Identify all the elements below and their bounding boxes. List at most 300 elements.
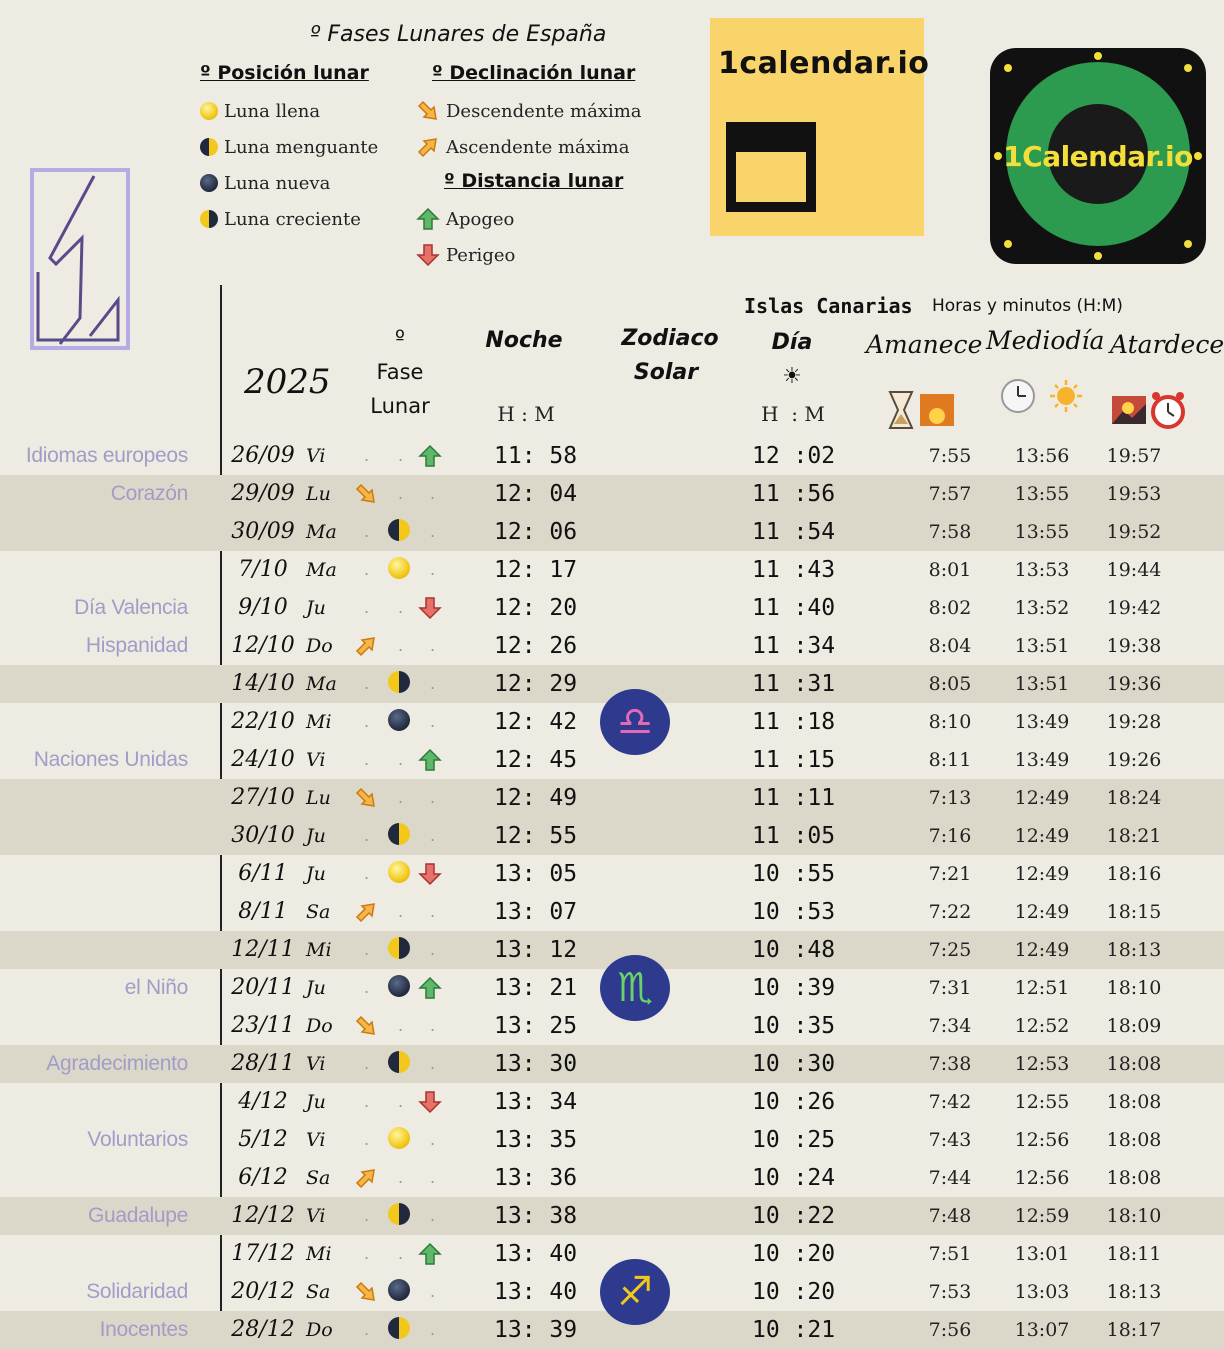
weekday-cell: Vi <box>306 1129 326 1151</box>
date-cell: 22/10 <box>231 709 295 734</box>
day-duration: 10 :30 <box>752 1051 836 1077</box>
noon-time: 13:49 <box>1014 711 1070 733</box>
empty-slot: . <box>430 636 436 655</box>
libra-icon <box>600 689 670 755</box>
sunrise-time: 7:58 <box>928 521 972 543</box>
date-cell: 20/12 <box>231 1279 295 1304</box>
event-name <box>0 931 188 969</box>
noon-time: 13:49 <box>1014 749 1070 771</box>
date-cell: 5/12 <box>238 1127 288 1152</box>
table-row <box>0 893 1224 931</box>
empty-slot: . <box>364 864 370 883</box>
event-name: el Niño <box>124 976 188 999</box>
arrow-up-right-icon <box>354 634 378 658</box>
arrow-up-right-icon <box>354 1166 378 1190</box>
full-moon-icon <box>388 557 412 581</box>
noon-time: 12:49 <box>1014 825 1070 847</box>
empty-slot: . <box>364 1244 370 1263</box>
arrow-up-right-icon <box>354 900 378 924</box>
waxing-moon-icon <box>388 1203 412 1227</box>
legend-label: Luna nueva <box>224 172 331 194</box>
sunset-time: 18:13 <box>1106 1281 1162 1303</box>
weekday-cell: Vi <box>306 1053 326 1075</box>
sunset-time: 19:36 <box>1106 673 1162 695</box>
sunrise-time: 7:34 <box>928 1015 972 1037</box>
date-cell: 12/12 <box>231 1203 295 1228</box>
noon-time: 12:56 <box>1014 1167 1070 1189</box>
waning-moon-icon <box>388 519 412 543</box>
sunrise-time: 8:01 <box>928 559 972 581</box>
empty-slot: . <box>430 1016 436 1035</box>
phase-header-deg: º <box>395 326 405 350</box>
legend-new-moon <box>200 171 330 195</box>
emblem-icon <box>30 168 130 350</box>
sunset-time: 18:10 <box>1106 977 1162 999</box>
empty-slot: . <box>430 1054 436 1073</box>
noon-time: 13:52 <box>1014 597 1070 619</box>
date-cell: 6/11 <box>238 861 288 886</box>
event-name <box>0 893 188 931</box>
date-cell: 28/11 <box>231 1051 295 1076</box>
night-duration: 13: 34 <box>494 1089 578 1115</box>
sun-icon: ☀ <box>782 364 802 389</box>
night-duration: 12: 26 <box>494 633 578 659</box>
sunset-time: 18:16 <box>1106 863 1162 885</box>
table-row <box>0 1159 1224 1197</box>
event-name <box>0 817 188 855</box>
table-row <box>0 817 1224 855</box>
legend-perigee <box>416 243 515 267</box>
weekday-cell: Ma <box>306 673 337 695</box>
day-duration: 10 :22 <box>752 1203 836 1229</box>
sunrise-time: 7:38 <box>928 1053 972 1075</box>
new-moon-icon <box>388 709 412 733</box>
table-row <box>0 1121 1224 1159</box>
night-duration: 12: 29 <box>494 671 578 697</box>
sunrise-time: 7:25 <box>928 939 972 961</box>
date-cell: 23/11 <box>231 1013 295 1038</box>
event-name: Hispanidad <box>85 634 188 657</box>
sunrise-time: 8:10 <box>928 711 972 733</box>
legend-ascending <box>416 135 629 159</box>
sunrise-time: 7:43 <box>928 1129 972 1151</box>
new-moon-icon <box>200 174 218 192</box>
sunset-time: 19:38 <box>1106 635 1162 657</box>
day-duration: 10 :53 <box>752 899 836 925</box>
sunset-time: 18:21 <box>1106 825 1162 847</box>
date-cell: 27/10 <box>231 785 295 810</box>
night-header: Noche <box>485 328 563 353</box>
event-name: Voluntarios <box>87 1128 188 1151</box>
arrow-up-green-icon <box>418 748 442 772</box>
arrow-up-green-icon <box>416 207 440 231</box>
new-moon-icon <box>388 1279 412 1303</box>
sunrise-time: 7:55 <box>928 445 972 467</box>
date-cell: 6/12 <box>238 1165 288 1190</box>
day-duration: 10 :24 <box>752 1165 836 1191</box>
date-cell: 17/12 <box>231 1241 295 1266</box>
legend-waxing-moon <box>200 207 361 231</box>
date-cell: 30/10 <box>231 823 295 848</box>
year-label: 2025 <box>244 362 331 402</box>
noon-time: 12:49 <box>1014 901 1070 923</box>
date-cell: 26/09 <box>231 443 295 468</box>
day-hm-header: H : M <box>761 402 825 426</box>
legend-apogee <box>416 207 514 231</box>
arrow-down-right-icon <box>354 1014 378 1038</box>
day-duration: 10 :25 <box>752 1127 836 1153</box>
night-duration: 13: 38 <box>494 1203 578 1229</box>
empty-slot: . <box>430 674 436 693</box>
empty-slot: . <box>398 636 404 655</box>
noon-time: 12:59 <box>1014 1205 1070 1227</box>
weekday-cell: Ju <box>306 597 326 619</box>
sunset-alarm-icon <box>1110 390 1190 430</box>
noon-time: 12:53 <box>1014 1053 1070 1075</box>
day-header: Día <box>771 330 813 355</box>
sunset-time: 19:57 <box>1106 445 1162 467</box>
empty-slot: . <box>430 788 436 807</box>
weekday-cell: Do <box>306 1015 333 1037</box>
full-moon-icon <box>200 102 218 120</box>
day-duration: 10 :26 <box>752 1089 836 1115</box>
empty-slot: . <box>364 1054 370 1073</box>
sunrise-time: 8:05 <box>928 673 972 695</box>
weekday-cell: Do <box>306 1319 333 1341</box>
event-name: Agradecimiento <box>46 1052 188 1075</box>
noon-time: 13:01 <box>1014 1243 1070 1265</box>
empty-slot: . <box>430 902 436 921</box>
sunset-time: 18:10 <box>1106 1205 1162 1227</box>
noon-time: 13:51 <box>1014 673 1070 695</box>
night-duration: 13: 25 <box>494 1013 578 1039</box>
weekday-cell: Ju <box>306 825 326 847</box>
sunset-time: 18:09 <box>1106 1015 1162 1037</box>
legend-label: Luna creciente <box>224 208 361 230</box>
sunset-time: 18:24 <box>1106 787 1162 809</box>
night-duration: 13: 39 <box>494 1317 578 1343</box>
sunset-time: 18:15 <box>1106 901 1162 923</box>
empty-slot: . <box>364 674 370 693</box>
logo-text: 1Calendar.io <box>1003 140 1193 173</box>
zodiac-header-1: Zodiaco <box>621 326 719 351</box>
sunrise-time: 7:53 <box>928 1281 972 1303</box>
night-duration: 12: 17 <box>494 557 578 583</box>
noon-time: 13:03 <box>1014 1281 1070 1303</box>
date-cell: 29/09 <box>231 481 295 506</box>
night-duration: 12: 55 <box>494 823 578 849</box>
date-cell: 14/10 <box>231 671 295 696</box>
empty-slot: . <box>364 1206 370 1225</box>
waxing-moon-icon <box>200 210 218 228</box>
1calendar-app-logo[interactable] <box>990 48 1206 264</box>
night-duration: 12: 45 <box>494 747 578 773</box>
night-duration: 13: 12 <box>494 937 578 963</box>
event-name: Solidaridad <box>86 1280 188 1303</box>
empty-slot: . <box>430 1282 436 1301</box>
new-moon-icon <box>388 975 412 999</box>
table-row <box>0 1197 1224 1235</box>
table-row <box>0 1045 1224 1083</box>
sunset-time: 19:42 <box>1106 597 1162 619</box>
legend-descending <box>416 99 642 123</box>
empty-slot: . <box>430 484 436 503</box>
sunset-header: Atardece <box>1110 330 1224 359</box>
waxing-moon-icon <box>388 671 412 695</box>
night-duration: 12: 20 <box>494 595 578 621</box>
day-duration: 11 :56 <box>752 481 836 507</box>
zodiac-glyph: ♏ <box>617 965 653 1011</box>
full-moon-icon <box>388 1127 412 1151</box>
sunset-time: 18:08 <box>1106 1167 1162 1189</box>
legend-label: Luna menguante <box>224 136 379 158</box>
noon-time: 13:51 <box>1014 635 1070 657</box>
waning-moon-icon <box>200 138 218 156</box>
sunrise-time: 8:11 <box>928 749 972 771</box>
table-row <box>0 627 1224 665</box>
date-cell: 20/11 <box>231 975 295 1000</box>
empty-slot: . <box>364 598 370 617</box>
empty-slot: . <box>398 1092 404 1111</box>
empty-slot: . <box>430 1168 436 1187</box>
empty-slot: . <box>364 712 370 731</box>
empty-slot: . <box>430 1320 436 1339</box>
empty-slot: . <box>364 940 370 959</box>
weekday-cell: Sa <box>306 1167 331 1189</box>
empty-slot: . <box>398 788 404 807</box>
weekday-cell: Vi <box>306 445 326 467</box>
event-name <box>0 1083 188 1121</box>
arrow-up-green-icon <box>418 444 442 468</box>
legend-label: Perigeo <box>446 244 516 266</box>
phase-header-fase: Fase <box>376 360 424 384</box>
day-duration: 10 :20 <box>752 1279 836 1305</box>
arrow-down-red-icon <box>418 1090 442 1114</box>
night-duration: 13: 30 <box>494 1051 578 1077</box>
day-duration: 11 :18 <box>752 709 836 735</box>
event-name <box>0 779 188 817</box>
table-row <box>0 779 1224 817</box>
empty-slot: . <box>398 1244 404 1263</box>
sunset-time: 19:28 <box>1106 711 1162 733</box>
weekday-cell: Ju <box>306 863 326 885</box>
arrow-up-green-icon <box>418 976 442 1000</box>
sunrise-time: 7:21 <box>928 863 972 885</box>
sunrise-time: 7:57 <box>928 483 972 505</box>
empty-slot: . <box>364 446 370 465</box>
empty-slot: . <box>364 826 370 845</box>
event-name <box>0 551 188 589</box>
arrow-down-red-icon <box>418 596 442 620</box>
sunset-time: 18:08 <box>1106 1129 1162 1151</box>
legend-waning-moon <box>200 135 378 159</box>
weekday-cell: Ju <box>306 977 326 999</box>
weekday-cell: Ma <box>306 559 337 581</box>
noon-time: 12:56 <box>1014 1129 1070 1151</box>
noon-time: 12:49 <box>1014 787 1070 809</box>
night-duration: 13: 07 <box>494 899 578 925</box>
day-duration: 10 :48 <box>752 937 836 963</box>
empty-slot: . <box>430 1206 436 1225</box>
empty-slot: . <box>430 712 436 731</box>
weekday-cell: Ju <box>306 1091 326 1113</box>
legend-position-heading: º Posición lunar <box>200 62 369 84</box>
arrow-down-right-icon <box>354 786 378 810</box>
date-cell: 4/12 <box>238 1089 288 1114</box>
sagittarius-icon <box>600 1259 670 1325</box>
arrow-up-green-icon <box>418 1242 442 1266</box>
sunset-time: 18:17 <box>1106 1319 1162 1341</box>
night-duration: 13: 35 <box>494 1127 578 1153</box>
event-name: Día Valencia <box>74 596 188 619</box>
event-name: Inocentes <box>99 1318 188 1341</box>
table-row <box>0 855 1224 893</box>
arrow-down-right-icon <box>354 482 378 506</box>
sunrise-time: 7:51 <box>928 1243 972 1265</box>
date-cell: 12/11 <box>231 937 295 962</box>
weekday-cell: Mi <box>306 939 332 961</box>
empty-slot: . <box>398 484 404 503</box>
arrow-down-red-icon <box>416 243 440 267</box>
empty-slot: . <box>398 598 404 617</box>
event-name: Guadalupe <box>87 1204 188 1227</box>
date-cell: 9/10 <box>238 595 288 620</box>
empty-slot: . <box>364 750 370 769</box>
noon-time: 13:07 <box>1014 1319 1070 1341</box>
weekday-cell: Ma <box>306 521 337 543</box>
empty-slot: . <box>398 902 404 921</box>
legend-declination-heading: º Declinación lunar <box>432 62 636 84</box>
legend-label: Descendente máxima <box>446 100 642 122</box>
sunset-time: 19:44 <box>1106 559 1162 581</box>
zodiac-header-2: Solar <box>633 360 699 385</box>
empty-slot: . <box>364 1320 370 1339</box>
empty-slot: . <box>398 1016 404 1035</box>
day-duration: 11 :34 <box>752 633 836 659</box>
empty-slot: . <box>398 446 404 465</box>
noon-time: 12:49 <box>1014 863 1070 885</box>
arrow-up-right-icon <box>416 135 440 159</box>
empty-slot: . <box>364 560 370 579</box>
empty-slot: . <box>430 560 436 579</box>
date-cell: 7/10 <box>238 557 288 582</box>
night-duration: 12: 06 <box>494 519 578 545</box>
zodiac-glyph: ♐ <box>617 1269 653 1315</box>
noon-time: 12:55 <box>1014 1091 1070 1113</box>
night-duration: 13: 40 <box>494 1241 578 1267</box>
empty-slot: . <box>430 940 436 959</box>
waning-moon-icon <box>388 1051 412 1075</box>
arrow-down-right-icon <box>354 1280 378 1304</box>
weekday-cell: Sa <box>306 1281 331 1303</box>
sunset-time: 18:11 <box>1106 1243 1162 1265</box>
legend-label: Apogeo <box>446 208 515 230</box>
night-duration: 13: 05 <box>494 861 578 887</box>
event-name: Naciones Unidas <box>33 748 188 771</box>
day-duration: 10 :39 <box>752 975 836 1001</box>
empty-slot: . <box>430 1130 436 1149</box>
full-moon-icon <box>388 861 412 885</box>
units-note: Horas y minutos (H:M) <box>932 296 1123 316</box>
night-duration: 13: 21 <box>494 975 578 1001</box>
weekday-cell: Lu <box>306 483 331 505</box>
legend-title: º Fases Lunares de España <box>310 22 607 47</box>
sunset-time: 18:13 <box>1106 939 1162 961</box>
noon-header: Mediodía <box>986 326 1105 355</box>
sunrise-time: 7:31 <box>928 977 972 999</box>
night-hm-header: H : M <box>497 402 555 426</box>
weekday-cell: Do <box>306 635 333 657</box>
noon-time: 12:51 <box>1014 977 1070 999</box>
event-name: Idiomas europeos <box>25 444 188 467</box>
event-name <box>0 855 188 893</box>
arrow-down-red-icon <box>418 862 442 886</box>
phase-header-lunar: Lunar <box>370 394 430 418</box>
weekday-cell: Lu <box>306 787 331 809</box>
table-row <box>0 551 1224 589</box>
sunset-time: 18:08 <box>1106 1053 1162 1075</box>
event-name <box>0 1235 188 1273</box>
legend-label: Ascendente máxima <box>446 136 630 158</box>
night-duration: 13: 36 <box>494 1165 578 1191</box>
scorpio-icon <box>600 955 670 1021</box>
date-cell: 12/10 <box>231 633 295 658</box>
event-name <box>0 1159 188 1197</box>
day-duration: 11 :15 <box>752 747 836 773</box>
day-duration: 11 :05 <box>752 823 836 849</box>
day-duration: 10 :35 <box>752 1013 836 1039</box>
sunrise-time: 7:16 <box>928 825 972 847</box>
noon-time: 13:55 <box>1014 483 1070 505</box>
sunrise-time: 8:02 <box>928 597 972 619</box>
sunset-time: 18:08 <box>1106 1091 1162 1113</box>
empty-slot: . <box>364 1130 370 1149</box>
day-duration: 11 :54 <box>752 519 836 545</box>
day-duration: 11 :31 <box>752 671 836 697</box>
event-name: Corazón <box>110 482 188 505</box>
empty-slot: . <box>398 750 404 769</box>
sunrise-time: 7:13 <box>928 787 972 809</box>
date-cell: 24/10 <box>231 747 295 772</box>
day-duration: 10 :55 <box>752 861 836 887</box>
sunrise-time: 7:56 <box>928 1319 972 1341</box>
waning-moon-icon <box>388 1317 412 1341</box>
legend-distance-heading: º Distancia lunar <box>444 170 624 192</box>
empty-slot: . <box>398 1168 404 1187</box>
weekday-cell: Vi <box>306 749 326 771</box>
noon-time: 13:55 <box>1014 521 1070 543</box>
1calendar-logo[interactable] <box>710 18 930 236</box>
date-cell: 8/11 <box>238 899 288 924</box>
sunrise-header: Amanece <box>866 330 983 359</box>
table-row <box>0 589 1224 627</box>
empty-slot: . <box>364 522 370 541</box>
day-duration: 10 :21 <box>752 1317 836 1343</box>
weekday-cell: Sa <box>306 901 331 923</box>
sunset-time: 19:26 <box>1106 749 1162 771</box>
empty-slot: . <box>430 826 436 845</box>
empty-slot: . <box>430 522 436 541</box>
night-duration: 12: 49 <box>494 785 578 811</box>
sunrise-time: 7:42 <box>928 1091 972 1113</box>
weekday-cell: Vi <box>306 1205 326 1227</box>
sunrise-time: 7:44 <box>928 1167 972 1189</box>
day-duration: 12 :02 <box>752 443 836 469</box>
day-duration: 11 :11 <box>752 785 836 811</box>
sunrise-time: 7:48 <box>928 1205 972 1227</box>
legend-full-moon <box>200 99 320 123</box>
event-name <box>0 703 188 741</box>
